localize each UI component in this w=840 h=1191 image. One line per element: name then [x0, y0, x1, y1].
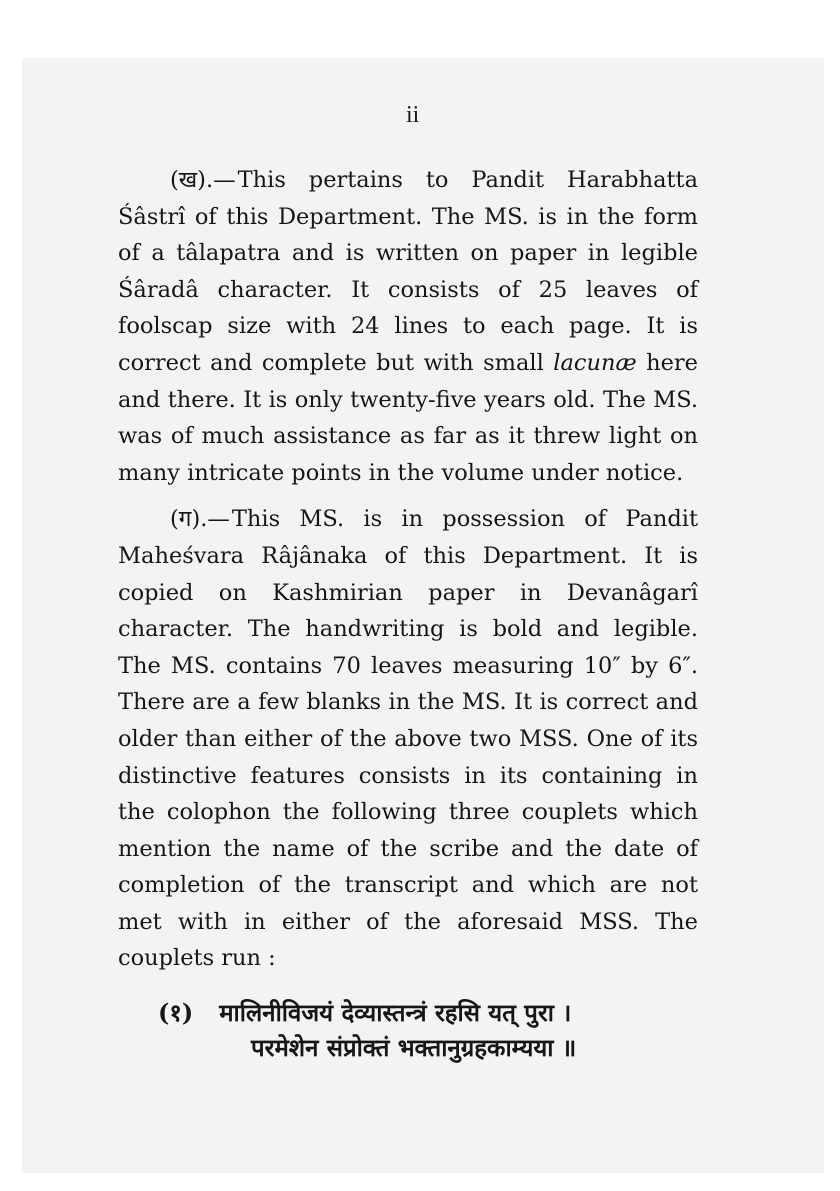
page-number: ii [406, 102, 420, 128]
manuscript-label-kha: (ख).— [170, 167, 236, 193]
paragraph-manuscript-kha [118, 162, 698, 491]
verse-number: (१) [158, 998, 194, 1028]
body-text [118, 108, 698, 1065]
manuscript-label-ga: (ग).— [170, 506, 230, 533]
paragraph-text-continued: here and there. It is only twenty-five years old. The MS. was of much assistance as far as it threw light on many intricate points in the volume under notice. [118, 349, 698, 486]
paragraph-text: This pertains to Pandit Harabhatta Śâstrî of this Department. The MS. is in the form of a tâlapatra and is written on paper in legible Śâradâ character. It consists of 25 leaves of foolscap size with 24 lines to each page. It is correct and complete but with small [118, 167, 698, 376]
paragraph-manuscript-ga [118, 501, 698, 977]
verse-line-1-text: मालिनीविजयं देव्यास्तन्त्रं रहसि यत् पुरा । [219, 998, 572, 1028]
paragraph-text: This MS. is in possession of Pandit Maheśvara Râjânaka of this Department. It is copied on Kashmirian paper in Devanâgarî character. The handwriting is bold and legible. The MS. contains 70 leaves measuring 10″ by 6″. There are a few blanks in the MS. It is correct and older than either of the above two MSS. One of its distinctive features consists in its containing in the colophon the following three couplets which mention the name of the scribe and the date of completion of the transcript and which are not met with in either of the aforesaid MSS. The couplets run : [118, 506, 698, 972]
verse-line-1 [158, 995, 698, 1030]
italic-term: lacunæ [553, 349, 637, 376]
verse-line-2: परमेशेन संप्रोक्तं भक्तानुग्रहकाम्यया ॥ [251, 1033, 577, 1063]
sanskrit-verse [118, 995, 698, 1065]
